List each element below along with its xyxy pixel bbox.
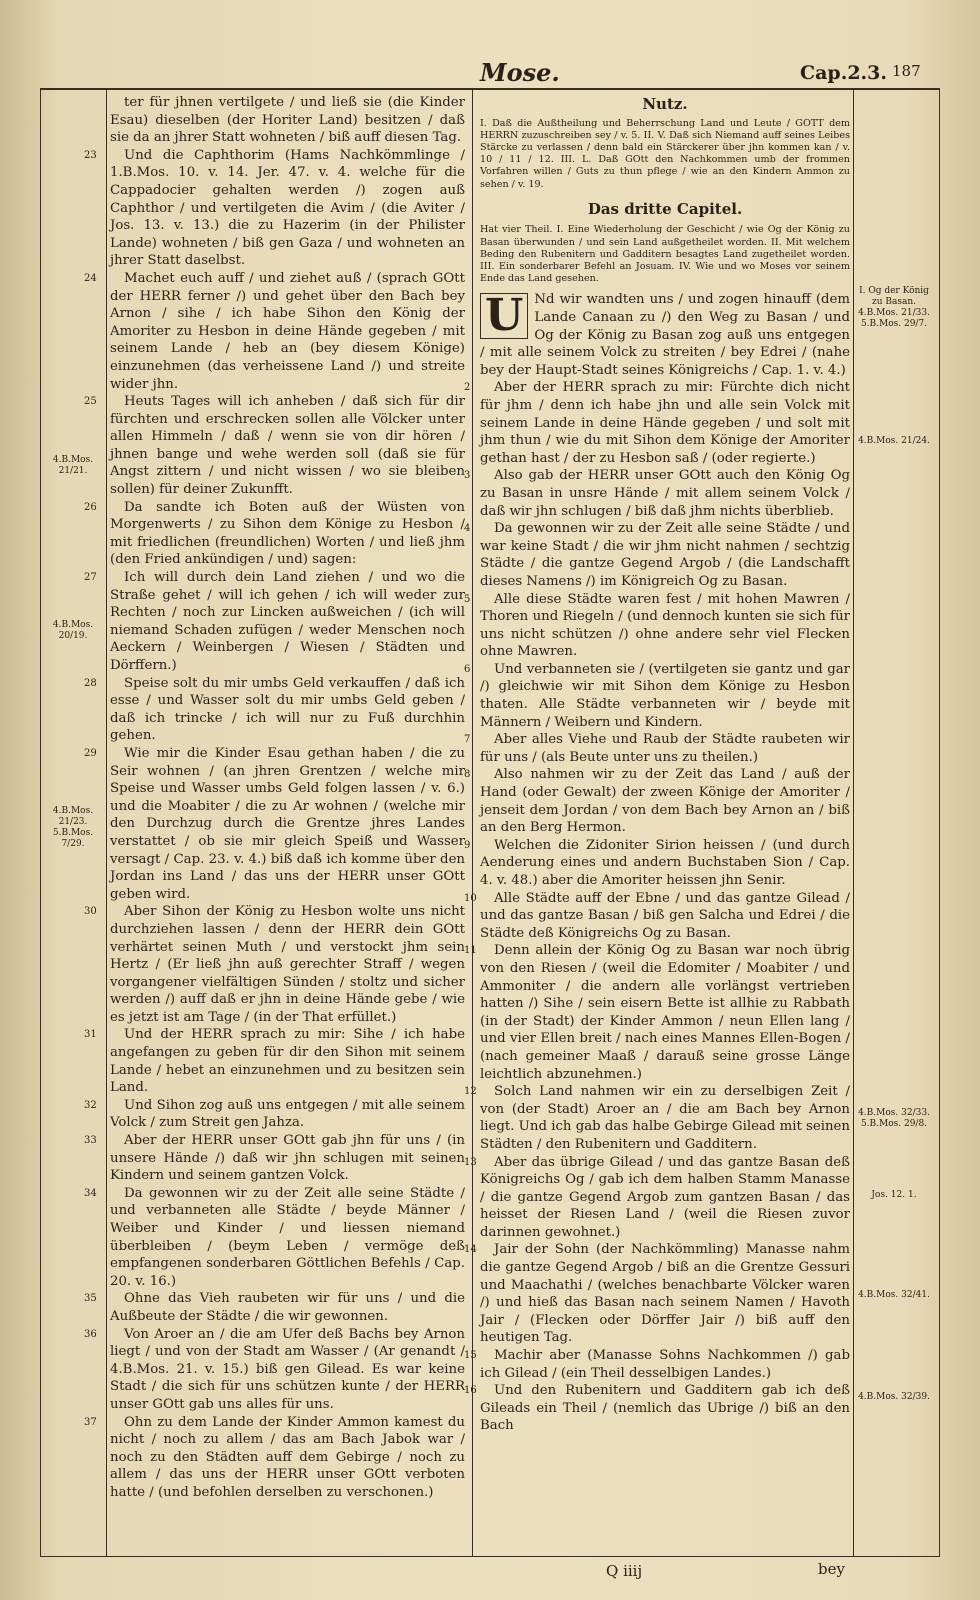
- verse-number: 31: [84, 1029, 97, 1041]
- verse-text: Da sandte ich Boten auß der Wüsten von Morgenwerts / zu Sihon dem Könige zu Hesbon / mit friedlichen (freundlichen) Worten / und ließ jhm (den Fried ankündigen / und) sagen:: [110, 499, 465, 568]
- verse-text: Ohne das Vieh raubeten wir für uns / und die Außbeute der Städte / die wir gewonnen.: [110, 1291, 465, 1324]
- verse-text: Denn allein der König Og zu Basan war noch übrig von den Riesen / (weil die Edomiter / Moabiter / und Ammoniter / die andern alle vorlängst vertrieben hatten /) Sihe / sein eisern Bette ist allhie zu Rabbath (in der Stadt) der Kinder Ammon / neun Ellen lang / und vier Ellen breit / nach eines Mannes Ellen-Bogen / (nach gemeiner Maaß / darauß seine grosse Länge leichtlich abzunehmen.): [480, 943, 850, 1082]
- page-number: 187: [892, 62, 921, 80]
- verse-number: 7: [464, 734, 471, 746]
- verse: [464, 1382, 850, 1435]
- catchword: bey: [818, 1560, 845, 1578]
- verse-number: 34: [84, 1187, 97, 1199]
- outer-right-rule: [939, 88, 940, 1556]
- verse: [464, 591, 850, 661]
- verse: [84, 1132, 465, 1185]
- verse: [84, 499, 465, 569]
- verse-text: Und Sihon zog auß uns entgegen / mit alle seinem Volck / zum Streit gen Jahza.: [110, 1097, 465, 1131]
- verse-text: Welchen die Zidoniter Sirion heissen / (und durch Aenderung eines und andern Buchstaben Sion / Cap. 4. v. 48.) aber die Amoriter heissen jhn Senir.: [480, 837, 850, 889]
- verse-number: 10: [464, 892, 477, 904]
- verse-text: Aber der HERR sprach zu mir: Fürchte dich nicht für jhm / denn ich habe jhn und alle sein Volck mit seinem Lande in deine Hände gegeben / und solt mit jhm thun / wie du mit Sihon dem Könige der Amoriter gethan hast / der zu Hesbon saß / (oder regierte.): [480, 380, 850, 466]
- verse: [464, 942, 850, 1083]
- margin-left-rule: [106, 88, 107, 1556]
- nutz-text: I. Daß die Außtheilung und Beherrschung Land und Leute / GOTT dem HERRN zuzuschreiben sey / v. 5. II. V. Daß sich Niemand auff seines Leibes Stärcke zu verlassen / denn bald ein Stärckerer über jhn kommen kan / v. 10 / 11 / 12. III. L. Daß GOtt den Nachkommen umb der frommen Vorfahren willen / Guts zu thun pflege / wie an den Kindern Ammon zu sehen / v. 19.: [480, 117, 850, 190]
- verse: [84, 393, 465, 499]
- verse-number: 3: [464, 470, 471, 482]
- verse: [480, 292, 850, 377]
- verse: [464, 890, 850, 943]
- verse-text: Und der HERR sprach zu mir: Sihe / ich habe angefangen zu geben für dir den Sihon mit seinem Lande / hebet an einzunehmen und zu besitzen sein Land.: [110, 1027, 465, 1096]
- verse-number: 8: [464, 769, 471, 781]
- verse: [84, 1097, 465, 1132]
- verse-number: 4: [464, 523, 471, 535]
- verse-number: 27: [84, 572, 97, 584]
- left-text-column: [84, 94, 465, 1502]
- margin-note-right: 4.B.Mos. 32/41.: [858, 1290, 930, 1300]
- page-header: [40, 58, 940, 86]
- verse: [464, 661, 850, 731]
- verse-text: Speise solt du mir umbs Geld verkauffen / daß ich esse / und Wasser solt du mir umbs Geld geben / daß ich trincke / ich will nur zu Fuß durchhin gehen.: [110, 675, 465, 744]
- verse-text: Solch Land nahmen wir ein zu derselbigen Zeit / von (der Stadt) Aroer an / die am Bach bey Arnon liegt. Und ich gab das halbe Gebirge Gilead mit seinen Städten / den Rubenitern und Gadditern.: [480, 1084, 850, 1152]
- verse-text: Da gewonnen wir zu der Zeit alle seine Städte / und war keine Stadt / die wir jhm nicht nahmen / sechtzig Städte / die gantze Gegend Argob / (die Landschafft dieses Namens /) im Königreich Og zu Basan.: [480, 521, 850, 589]
- running-title: Mose.: [480, 58, 560, 87]
- verse: [110, 94, 465, 147]
- verse-number: 11: [464, 945, 477, 957]
- verse: [84, 903, 465, 1026]
- verse: [464, 1083, 850, 1153]
- verse-text: Ich will durch dein Land ziehen / und wo die Straße gehet / will ich gehen / ich will weder zur Rechten / noch zur Lincken außweichen / (ich will niemand Schaden zufügen / weder Menschen noch Aeckern / Weinbergen / Wiesen / Städten und Dörffern.): [110, 570, 465, 673]
- verse: [464, 731, 850, 766]
- verse-number: 25: [84, 396, 97, 408]
- verse: [84, 1290, 465, 1325]
- verse-text: Alle diese Städte waren fest / mit hohen Mawren / Thoren und Riegeln / (und dennoch kunten sie sich für uns nicht schützen /) ohne andere sehr viel Flecken ohne Mawren.: [480, 591, 850, 660]
- verse-number: 23: [84, 149, 97, 161]
- verse-number: 24: [84, 272, 97, 284]
- verse-text: Ohn zu dem Lande der Kinder Ammon kamest du nicht / noch zu allem / das am Bach Jabok war / noch zu den Städten auff dem Gebirge / noch zu allem / das uns der HERR unser GOtt verboten hatte / (und befohlen derselben zu verschonen.): [110, 1414, 465, 1500]
- verse-number: 9: [464, 839, 471, 851]
- verse-text: Aber der HERR unser GOtt gab jhn für uns / (in unsere Hände /) daß wir jhn schlugen mit seinen Kindern und seinem gantzen Volck.: [110, 1133, 465, 1184]
- verse-text: Also gab der HERR unser GOtt auch den König Og zu Basan in unsre Hände / mit allem seinem Volck / daß wir jhn schlugen / biß daß jhm nichts überblieb.: [480, 468, 850, 519]
- verse: [84, 569, 465, 675]
- verse: [464, 766, 850, 836]
- verse-text: Und den Rubenitern und Gadditern gab ich deß Gileads ein Theil / (nemlich das Ubrige /) biß an den Bach: [480, 1383, 850, 1434]
- verse: [464, 467, 850, 520]
- verse-number: 35: [84, 1293, 97, 1305]
- verse-text: Aber Sihon der König zu Hesbon wolte uns nicht durchziehen lassen / denn der HERR dein GOtt verhärtet seinen Muth / und verstockt jhm sein Hertz / (Er ließ jhn auß gerechter Straff / wegen vorgangener vielfältigen Sünden / stoltz und sicher werden /) auff daß er jhn in deine Hände gebe / wie es jetzt ist am Tage / (in der That erfüllet.): [110, 904, 465, 1025]
- verse: [464, 1154, 850, 1242]
- verse: [84, 270, 465, 393]
- verse: [84, 1185, 465, 1291]
- verse-number: 28: [84, 677, 97, 689]
- verse-number: 6: [464, 663, 471, 675]
- margin-note-right: I. Og der König zu Basan. 4.B.Mos. 21/33. 5.B.Mos. 29/7.: [858, 286, 930, 329]
- verse-number: 12: [464, 1086, 477, 1098]
- verse-text: Und die Caphthorim (Hams Nachkömmlinge / 1.B.Mos. 10. v. 14. Jer. 47. v. 4. welche für die Cappadocier gehalten werden /) zogen auß Caphthor / und vertilgeten die Avim / (die Aviter / Jos. 13. v. 13.) die zu Hazerim (in der Philister Lande) wohneten / biß gen Gaza / und wohneten an jhrer Statt daselbst.: [110, 147, 465, 269]
- verse: [84, 745, 465, 903]
- chapter-summary: Hat vier Theil. I. Eine Wiederholung der Geschicht / wie Og der König zu Basan überwunden / und sein Land außgetheilet worden. II. Mit welchem Beding den Rubenitern und Gadditern besagtes Land zugetheilet worden. III. Ein sonderbarer Befehl an Josuam. IV. Wie und wo Moses vor seinem Ende das Land gesehen.: [480, 224, 850, 285]
- margin-note-left: 4.B.Mos. 20/19.: [52, 620, 94, 641]
- drop-cap: U: [480, 293, 528, 339]
- verse: [464, 379, 850, 467]
- verse-text: Heuts Tages will ich anheben / daß sich für dir fürchten und erschrecken sollen alle Völcker unter allen Himmeln / daß / wenn sie von dir hören / jhnen bange und wehe werden soll (daß sie für Angst zittern / und nicht wissen / wo sie bleiben sollen) für deiner Zukunfft.: [110, 394, 465, 498]
- chapter-reference: Cap.2.3.: [800, 62, 888, 84]
- verse-text: Aber das übrige Gilead / und das gantze Basan deß Königreichs Og / gab ich dem halben Stamm Manasse / die gantze Gegend Argob zum gantzen Basan / das heisset der Riesen Land / (weil die Riesen zuvor darinnen gewohnet.): [480, 1154, 850, 1240]
- verse: [464, 837, 850, 890]
- verse: [84, 1326, 465, 1414]
- verse-number: 15: [464, 1350, 477, 1362]
- nutz-heading: Nutz.: [642, 95, 688, 113]
- verse: [84, 675, 465, 745]
- margin-note-right: Jos. 12. 1.: [871, 1190, 917, 1200]
- verse-text: Also nahmen wir zu der Zeit das Land / auß der Hand (oder Gewalt) der zween Könige der Amoriter / jenseit dem Jordan / von dem Bach bey Arnon an / biß an den Berg Hermon.: [480, 767, 850, 836]
- verse: [464, 1347, 850, 1382]
- verse-text: Wie mir die Kinder Esau gethan haben / die zu Seir wohnen / (an jhren Grentzen / welche mir Speise und Wasser umbs Geld folgen lassen / v. 6.) und die Moabiter / die zu Ar wohnen / (welche mir den Durchzug durch die Grentze jhres Landes verstattet / ob sie mir gleich Speiß und Wasser versagt / Cap. 23. v. 4.) biß daß ich komme über den Jordan ins Land / das uns der HERR unser GOtt geben wird.: [110, 745, 465, 902]
- header-rule: [40, 88, 940, 90]
- footer-rule: [40, 1556, 940, 1557]
- margin-note-left: 4.B.Mos. 21/21.: [52, 455, 94, 476]
- verse-number: 14: [464, 1244, 477, 1256]
- verse-number: 32: [84, 1099, 97, 1111]
- signature-mark: Q iiij: [606, 1562, 643, 1580]
- verse-text: Da gewonnen wir zu der Zeit alle seine Städte / und verbanneten alle Städte / beyde Männer / Weiber und Kinder / und liessen niemand überbleiben / (beym Leben / vermöge deß empfangenen sonderbaren Göttlichen Befehls / Cap. 20. v. 16.): [110, 1185, 465, 1289]
- verse-text: Jair der Sohn (der Nachkömmling) Manasse nahm die gantze Gegend Argob / biß an die Grentze Gessuri und Maachathi / (welches benachbarte Völcker waren /) und hieß das Basan nach seinem Namen / Havoth Jair / (Flecken oder Dörffer Jair /) biß auff den heutigen Tag.: [480, 1242, 850, 1346]
- chapter-title: Das dritte Capitel.: [587, 199, 743, 218]
- margin-note-right: 4.B.Mos. 21/24.: [858, 436, 930, 446]
- verse-text: Machir aber (Manasse Sohns Nachkommen /) gab ich Gilead / (ein Theil desselbigen Landes.): [480, 1348, 850, 1381]
- verse-text: Und verbanneten sie / (vertilgeten sie gantz und gar /) gleichwie wir mit Sihon dem Könige zu Hesbon thaten. Alle Städte verbanneten wir / beyde mit Männern / Weibern und Kindern.: [480, 661, 850, 730]
- verse-number: 5: [464, 593, 471, 605]
- verse: [464, 1241, 850, 1347]
- column-divider-rule: [472, 88, 473, 1556]
- verse: [84, 1414, 465, 1502]
- verse-text: Aber alles Viehe und Raub der Städte raubeten wir für uns / (als Beute unter uns zu theilen.): [480, 732, 850, 765]
- outer-left-rule: [40, 88, 41, 1556]
- verse-number: 29: [84, 747, 97, 759]
- verse: [84, 1026, 465, 1096]
- verse-text: Von Aroer an / die am Ufer deß Bachs bey Arnon liegt / und von der Stadt am Wasser / (Ar genandt / 4.B.Mos. 21. v. 15.) biß gen Gilead. Es war keine Stadt / die sich für uns schützen kunte / der HERR unser GOtt gab uns alles für uns.: [110, 1326, 465, 1412]
- right-text-column: [464, 94, 850, 1435]
- verse: [464, 520, 850, 590]
- verse-number: 30: [84, 906, 97, 918]
- margin-note-left: 4.B.Mos. 21/23. 5.B.Mos. 7/29.: [52, 806, 94, 849]
- verse-number: 26: [84, 501, 97, 513]
- margin-note-right: 4.B.Mos. 32/33. 5.B.Mos. 29/8.: [858, 1108, 930, 1129]
- verse-number: 36: [84, 1328, 97, 1340]
- margin-right-rule: [853, 88, 854, 1556]
- verse-text: Nd wir wandten uns / und zogen hinauff (dem Lande Canaan zu /) den Weg zu Basan / und Og der König zu Basan zog auß uns entgegen / mit alle seinem Volck zu streiten / bey Edrei / (nahe bey der Haupt-Stadt seines Königreichs / Cap. 1. v. 4.): [480, 292, 850, 378]
- verse-text: Machet euch auff / und ziehet auß / (sprach GOtt der HERR ferner /) und gehet über den Bach bey Arnon / sihe / ich habe Sihon den König der Amoriter zu Hesbon in deine Hände gegeben / mit seinem Lande / heb an (bey diesem Könige) einzunehmen (das verheissene Land /) und streite wider jhn.: [110, 270, 465, 392]
- verse-number: 37: [84, 1416, 97, 1428]
- verse-number: 2: [464, 382, 471, 394]
- verse: [84, 147, 465, 270]
- verse-number: 16: [464, 1385, 477, 1397]
- verse-text: Alle Städte auff der Ebne / und das gantze Gilead / und das gantze Basan / biß gen Salcha und Edrei / die Städte deß Königreichs Og zu Basan.: [480, 890, 850, 941]
- margin-note-right: 4.B.Mos. 32/39.: [858, 1392, 930, 1402]
- verse-number: 13: [464, 1156, 477, 1168]
- verse-number: 33: [84, 1135, 97, 1147]
- verse-text: ter für jhnen vertilgete / und ließ sie (die Kinder Esau) dieselben (der Horiter Land) besitzen / daß sie da an jhrer Statt wohneten / biß auff diesen Tag.: [110, 95, 465, 146]
